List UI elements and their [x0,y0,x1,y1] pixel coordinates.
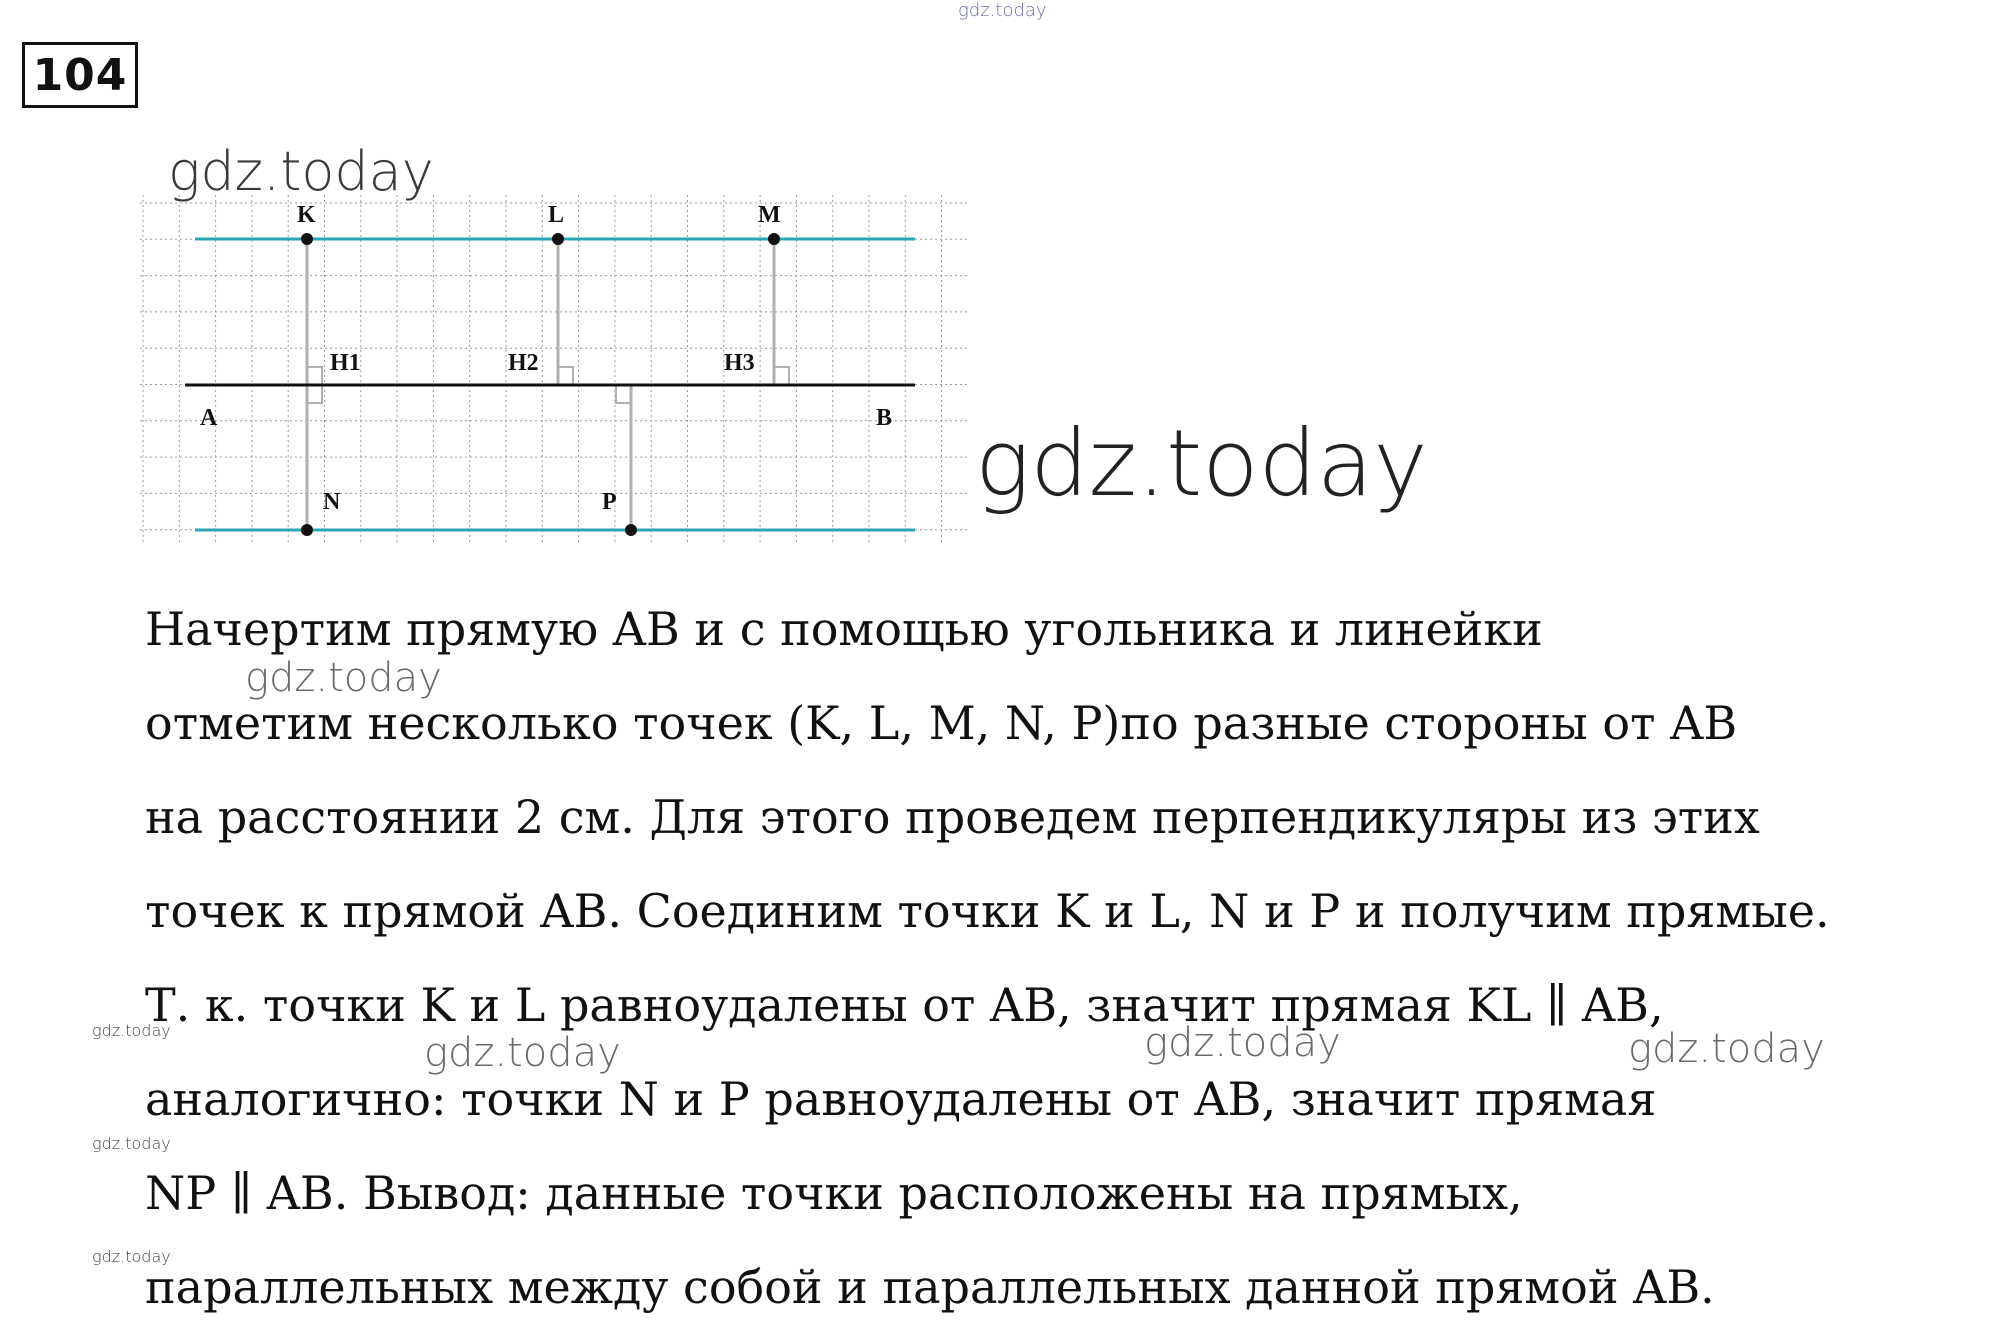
watermark-small-1: gdz.today [92,1021,171,1040]
label-p: P [602,489,617,515]
label-k: K [297,202,316,228]
label-m: M [758,202,781,228]
solution-line: Начертим прямую AB и с помощью угольника и линейки [145,602,1543,656]
watermark-row-b: gdz.today [1144,1020,1341,1066]
watermark-small-2: gdz.today [92,1134,171,1153]
label-a: A [200,405,218,431]
solution-line: на расстоянии 2 см. Для этого проведем перпендикуляры из этих [145,790,1760,844]
right-angle-h1-bottom [307,385,322,403]
solution-line: аналогично: точки N и P равноудалены от AB, значит прямая [145,1072,1657,1126]
watermark-row-c: gdz.today [1628,1026,1825,1072]
watermark-line2: gdz.today [245,655,442,701]
point-p [625,524,637,536]
watermark-right-large: gdz.today [975,410,1428,517]
solution-line: NP ∥ AB. Вывод: данные точки расположены на прямых, [145,1166,1523,1220]
watermark-small-3: gdz.today [92,1247,171,1266]
label-b: B [876,405,893,431]
watermark-row-a: gdz.today [424,1030,621,1076]
label-h2: H2 [508,350,539,376]
label-l: L [548,202,565,228]
point-m [768,233,780,245]
watermark-top: gdz.today [958,0,1047,21]
right-angle-p [616,385,631,403]
solution-line: отметим несколько точек (K, L, M, N, P)по разные стороны от AB [145,696,1738,750]
task-number: 104 [22,42,138,108]
right-angle-h1-top [307,367,322,385]
geometry-figure [140,195,980,555]
grid [140,195,970,545]
label-n: N [323,489,341,515]
point-l [552,233,564,245]
point-k [301,233,313,245]
point-n [301,524,313,536]
right-angle-h3 [774,367,789,385]
label-h1: H1 [330,350,361,376]
right-angle-h2 [558,367,573,385]
solution-line: Т. к. точки K и L равноудалены от AB, значит прямая KL ∥ AB, [145,978,1664,1032]
label-h3: H3 [724,350,755,376]
solution-line: параллельных между собой и параллельных данной прямой AB. [145,1260,1715,1314]
solution-line: точек к прямой AB. Соединим точки K и L, N и P и получим прямые. [145,884,1830,938]
watermark-upper-left: gdz.today [168,140,434,203]
